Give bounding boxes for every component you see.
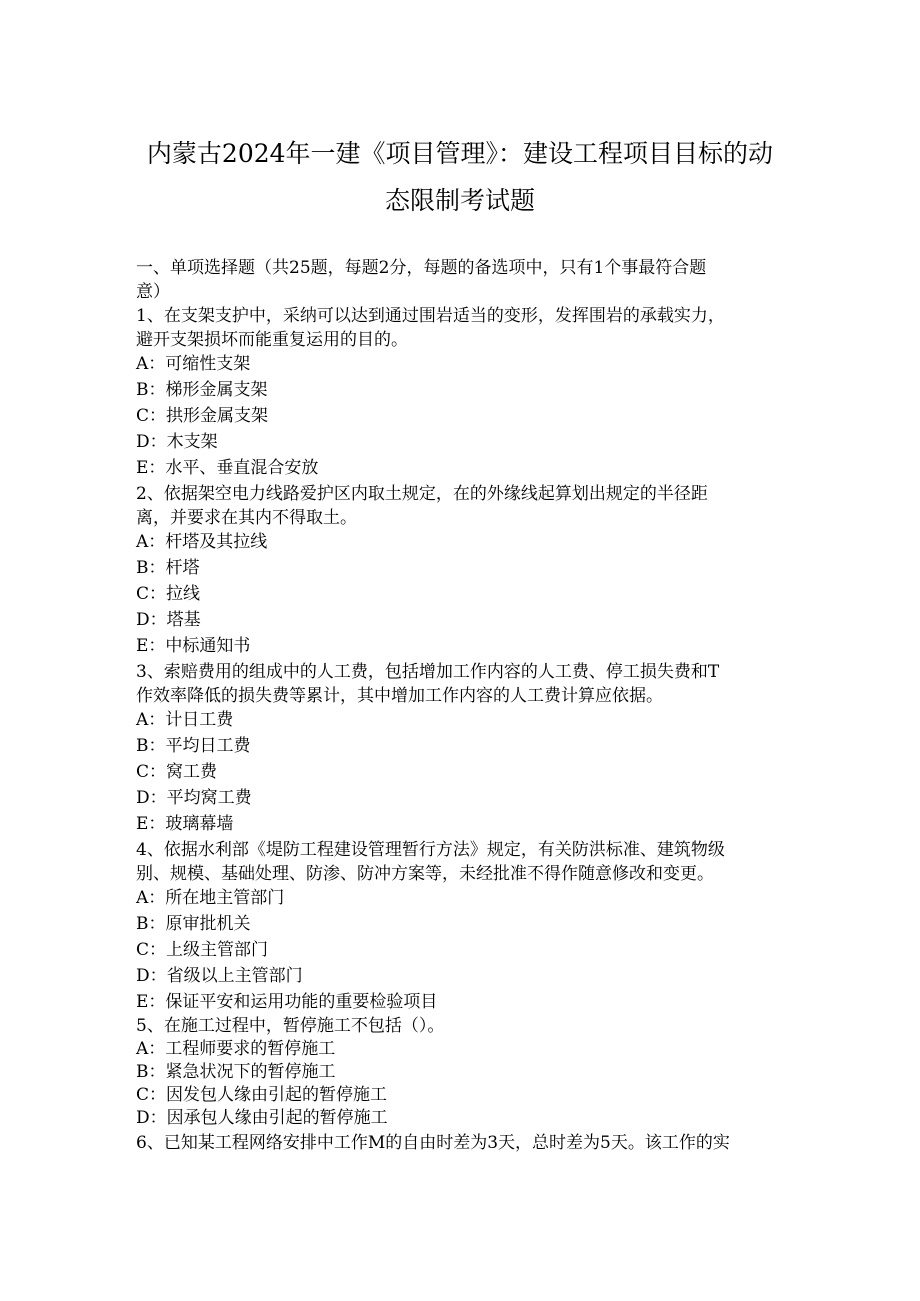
question-5-option-a: A：工程师要求的暂停施工 [136,1039,336,1059]
question-1-stem: 1、在支架支护中，采纳可以达到通过围岩适当的变形，发挥围岩的承载实力， [136,306,725,326]
question-2-option-d: D：塔基 [136,610,201,630]
question-4-option-a: A：所在地主管部门 [136,888,285,908]
question-4-stem-continued: 别、规模、基础处理、防渗、防冲方案等，未经批准不得作随意修改和变更。 [136,864,714,884]
question-4-option-d: D：省级以上主管部门 [136,966,303,986]
question-3-option-b: B：平均日工费 [136,736,251,756]
question-6-stem: 6、已知某工程网络安排中工作M的自由时差为3天，总时差为5天。该工作的实 [136,1133,730,1153]
document-title-line-2: 态限制考试题 [384,186,535,215]
question-3-option-d: D：平均窝工费 [136,788,252,808]
question-4-stem: 4、依据水利部《堤防工程建设管理暂行方法》规定，有关防洪标准、建筑物级 [136,840,725,860]
question-5-option-c: C：因发包人缘由引起的暂停施工 [136,1085,388,1105]
question-3-option-e: E：玻璃幕墙 [136,814,234,834]
question-2-stem: 2、依据架空电力线路爱护区内取土规定，在的外缘线起算划出规定的半径距 [136,484,708,504]
question-2-option-a: A：杆塔及其拉线 [136,532,268,552]
question-1-stem-continued: 避开支架损坏而能重复运用的目的。 [136,330,408,350]
question-4-option-e: E：保证平安和运用功能的重要检验项目 [136,992,438,1012]
question-1-option-d: D：木支架 [136,432,218,452]
question-1-option-a: A：可缩性支架 [136,354,251,374]
document-title-line-1: 内蒙古2024年一建《项目管理》：建设工程项目目标的动 [146,139,774,168]
question-2-stem-continued: 离，并要求在其内不得取土。 [136,508,357,528]
question-2-option-c: C：拉线 [136,584,201,604]
question-1-option-b: B：梯形金属支架 [136,380,268,400]
section-heading: 一、单项选择题（共25题，每题2分，每题的备选项中，只有1个事最符合题 [136,258,707,278]
question-1-option-c: C：拱形金属支架 [136,406,269,426]
section-heading-continued: 意） [136,282,170,302]
document-body [136,255,786,1156]
question-2-option-b: B：杆塔 [136,558,200,578]
question-2-option-e: E：中标通知书 [136,636,251,656]
question-3-stem: 3、索赔费用的组成中的人工费，包括增加工作内容的人工费、停工损失费和T [136,662,720,682]
question-5-stem: 5、在施工过程中，暂停施工不包括（）。 [136,1016,445,1036]
question-1-option-e: E：水平、垂直混合安放 [136,458,319,478]
question-3-option-c: C：窝工费 [136,762,218,782]
question-3-stem-continued: 作效率降低的损失费等累计，其中增加工作内容的人工费计算应依据。 [136,686,663,706]
question-3-option-a: A：计日工费 [136,710,234,730]
question-4-option-c: C：上级主管部门 [136,940,269,960]
question-5-option-b: B：紧急状况下的暂停施工 [136,1062,336,1082]
question-4-option-b: B：原审批机关 [136,914,251,934]
question-5-option-d: D：因承包人缘由引起的暂停施工 [136,1108,388,1128]
